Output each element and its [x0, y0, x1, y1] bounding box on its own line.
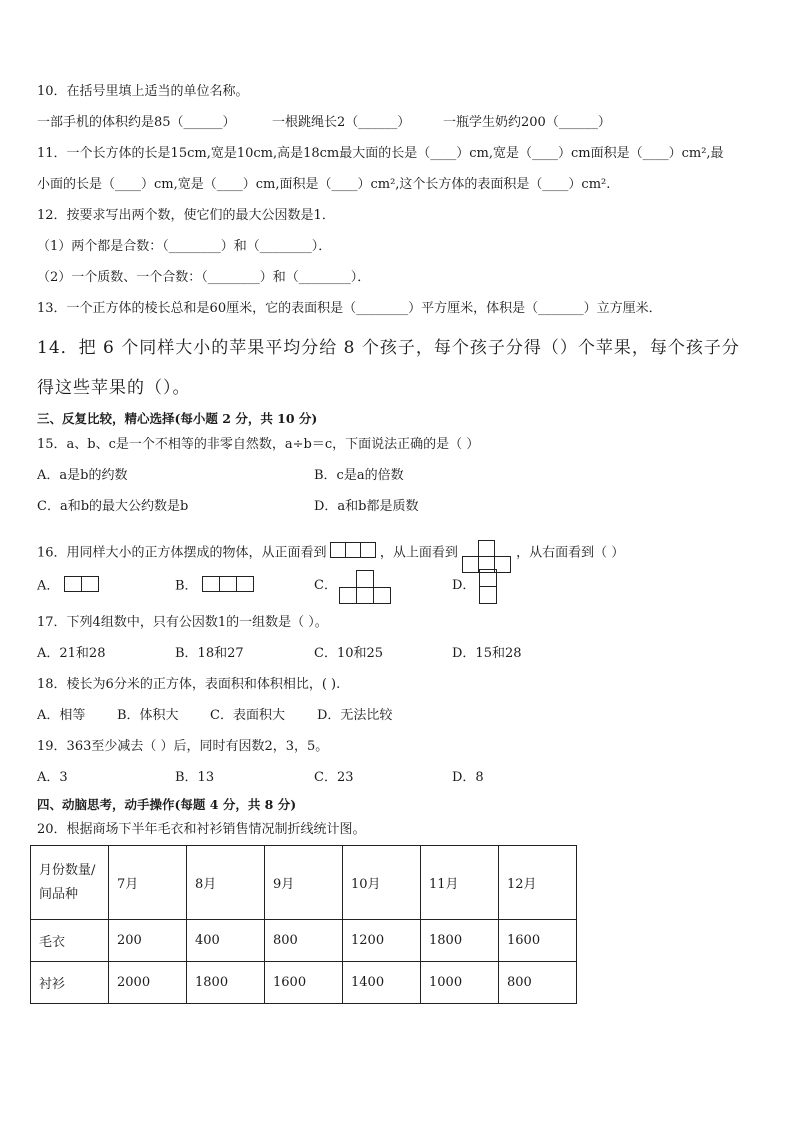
- option-b-figure: [202, 576, 254, 594]
- q16-option-c-label: C．: [314, 578, 337, 593]
- q16-option-d: [452, 577, 475, 595]
- table-cell: 2000: [109, 962, 187, 1004]
- q19-option-a: A．3: [37, 770, 68, 785]
- q18-option-b: B．体积大: [117, 708, 179, 723]
- q12-part1: （1）两个都是合数：（________）和（________）．: [37, 239, 332, 254]
- month-header: 8月: [187, 846, 265, 920]
- month-header: 9月: [265, 846, 343, 920]
- q18-option-d: D．无法比较: [317, 708, 393, 723]
- month-header: 7月: [109, 846, 187, 920]
- q10-title: 10．在括号里填上适当的单位名称。: [37, 84, 249, 99]
- table-cell: 800: [265, 920, 343, 962]
- table-cell: 1400: [343, 962, 421, 1004]
- q16-option-c: [314, 577, 337, 595]
- table-cell: 1000: [421, 962, 499, 1004]
- q19-option-d: D．8: [452, 770, 484, 785]
- q16-stem-part-b: ，从上面看到: [379, 545, 458, 561]
- table-cell: 1600: [499, 920, 577, 962]
- q17-stem: 17．下列4组数中，只有公因数1的一组数是（ ）。: [37, 615, 328, 630]
- month-header: 12月: [499, 846, 577, 920]
- corner-header-bottom: 间品种: [39, 886, 79, 902]
- q15-option-b: B．c是a的倍数: [314, 468, 404, 483]
- q19-option-c: C．23: [314, 770, 354, 785]
- q18-option-c: C．表面积大: [210, 708, 285, 723]
- sales-table: [30, 845, 577, 1004]
- q10-item-b: 一根跳绳长2（______）: [272, 115, 411, 130]
- option-c-figure: [339, 570, 391, 604]
- corner-header-top: 月份数量/: [39, 862, 96, 878]
- q16-option-b-label: B．: [175, 578, 198, 594]
- q16-stem-part-c: ，从右面看到（ ）: [516, 545, 625, 561]
- section3-heading: 三、反复比较，精心选择(每小题 2 分，共 10 分): [37, 411, 318, 426]
- month-header: 10月: [343, 846, 421, 920]
- q17-option-c: C．10和25: [314, 646, 384, 661]
- option-a-figure: [64, 576, 99, 594]
- q11-line1: 11．一个长方体的长是15cm,宽是10cm,高是18cm最大面的长是（____）cm,宽是（____）cm面积是（____）cm²,最: [37, 146, 724, 161]
- q16-option-a-label: A．: [37, 578, 60, 594]
- q10-item-a: 一部手机的体积约是85（______）: [37, 115, 236, 130]
- table-cell: 1600: [265, 962, 343, 1004]
- q17-option-a: A．21和28: [37, 646, 106, 661]
- q12-title: 12．按要求写出两个数，使它们的最大公因数是1．: [37, 208, 335, 223]
- table-cell: 200: [109, 920, 187, 962]
- table-cell: 1800: [421, 920, 499, 962]
- table-cell: 1800: [187, 962, 265, 1004]
- q12-part2: （2）一个质数、一个合数：（________）和（________）．: [37, 270, 371, 285]
- q19-option-b: B．13: [175, 770, 215, 785]
- section4-heading: 四、动脑思考，动手操作(每题 4 分，共 8 分): [37, 797, 297, 812]
- front-view-figure: [331, 542, 376, 560]
- table-row: [31, 962, 577, 1004]
- row-label: 衬衫: [31, 962, 109, 1004]
- row-label: 毛衣: [31, 920, 109, 962]
- q16-stem: [37, 536, 624, 570]
- q15-stem: 15．a、b、c是一个不相等的非零自然数，a÷b＝c，下面说法正确的是（ ）: [37, 437, 480, 452]
- q16-option-a: [37, 577, 99, 596]
- q16-option-b: [175, 577, 254, 596]
- q13-text: 13．一个正方体的棱长总和是60厘米，它的表面积是（________）平方厘米，体积是（_______）立方厘米．: [37, 301, 662, 316]
- q18-stem: 18．棱长为6分米的正方体，表面积和体积相比，( ).: [37, 677, 341, 692]
- q11-line2: 小面的长是（____）cm,宽是（____）cm,面积是（____）cm²,这个长方体的表面积是（____）cm².: [37, 177, 611, 192]
- option-d-figure: [479, 569, 497, 604]
- table-cell: 400: [187, 920, 265, 962]
- q18-option-a: A．相等: [37, 708, 86, 723]
- q15-option-a: A．a是b的约数: [37, 468, 128, 483]
- table-cell: 1200: [343, 920, 421, 962]
- q10-item-c: 一瓶学生奶约200（______）: [443, 115, 611, 130]
- q19-stem: 19．363至少减去（ ）后，同时有因数2，3，5。: [37, 739, 329, 754]
- table-cell: 800: [499, 962, 577, 1004]
- q14-line2: 得这些苹果的（）。: [37, 378, 191, 398]
- table-corner-header: [31, 846, 109, 920]
- table-header-row: [31, 846, 577, 920]
- table-row: [31, 920, 577, 962]
- month-header: 11月: [421, 846, 499, 920]
- q16-stem-part-a: 16．用同样大小的正方体摆成的物体，从正面看到: [37, 545, 327, 561]
- q20-title: 20．根据商场下半年毛衣和衬衫销售情况制折线统计图。: [37, 822, 366, 837]
- q14-line1: 14．把 6 个同样大小的苹果平均分给 8 个孩子，每个孩子分得（）个苹果，每个孩子分: [37, 338, 740, 358]
- q15-option-c: C．a和b的最大公约数是b: [37, 499, 189, 514]
- q17-option-d: D．15和28: [452, 646, 522, 661]
- q17-option-b: B．18和27: [175, 646, 244, 661]
- q16-option-d-label: D．: [452, 578, 476, 593]
- q15-option-d: D．a和b都是质数: [314, 499, 419, 514]
